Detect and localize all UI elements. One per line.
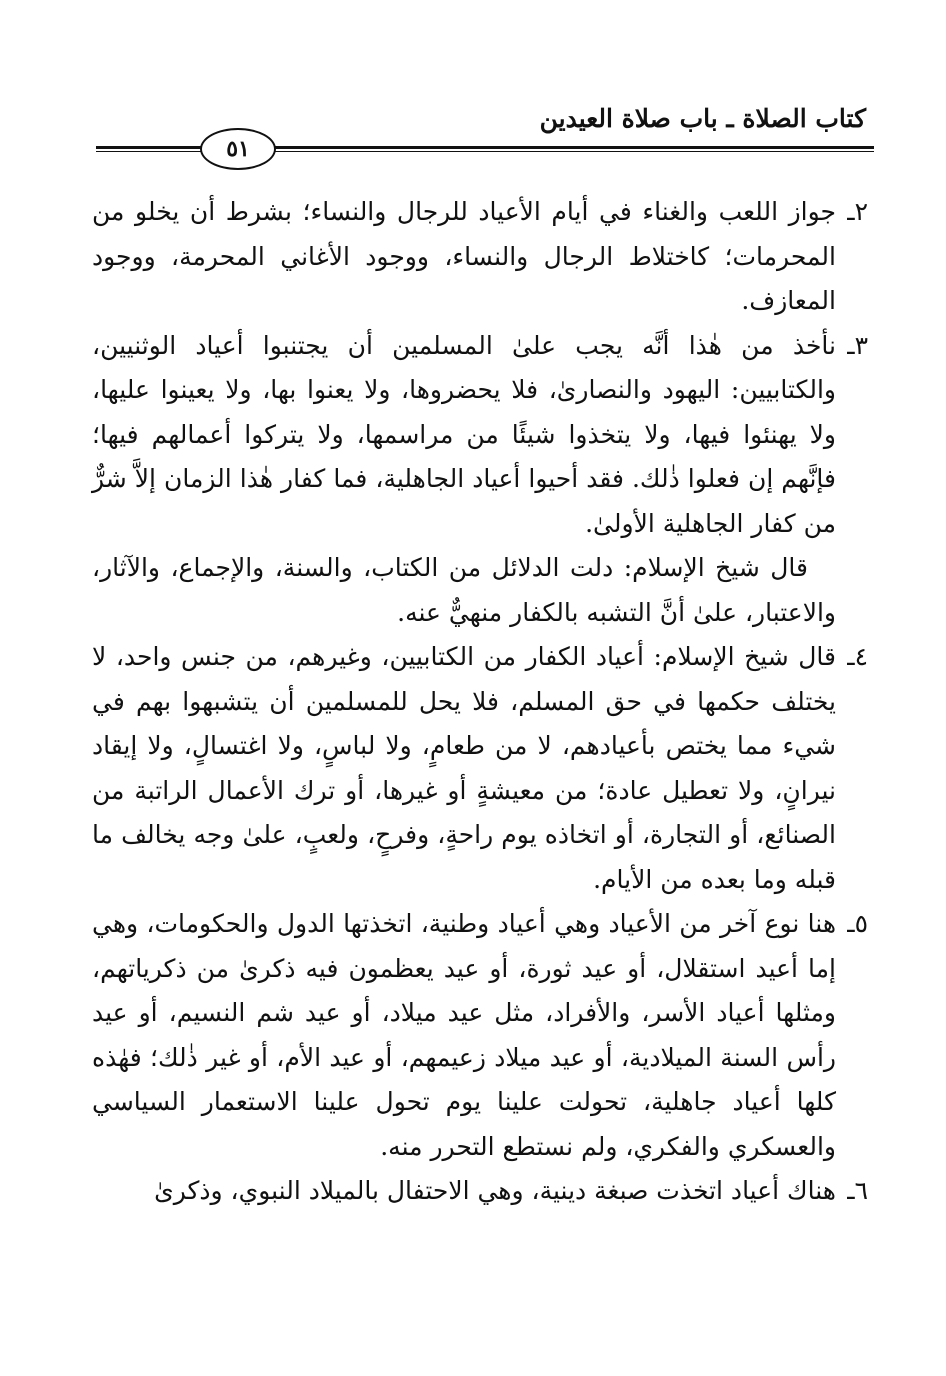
item-text: جواز اللعب والغناء في أيام الأعياد للرجال والنساء؛ بشرط أن يخلو من المحرمات؛ كاختلاط الرجال والنساء، ووجود الأغاني المحرمة، ووجود المعازف.	[92, 197, 836, 315]
item-text: نأخذ من هٰذا أنَّه يجب علىٰ المسلمين أن يجتنبوا أعياد الوثنيين، والكتابيين: اليهود والنصارىٰ، فلا يحضروها، ولا يعنوا بها، ولا يعينوا عليها، ولا يهنئوا فيها، ولا يتخذوا شيئًا من مراسمها، ولا يتركوا أعمالهم فيها؛ فإنَّهم إن فعلوا ذٰلك. فقد أحيوا أعياد الجاهلية، فما كفار هٰذا الزمان إلاَّ شرٌّ من كفار الجاهلية الأولىٰ.	[92, 330, 836, 538]
item-text: هناك أعياد اتخذت صبغة دينية، وهي الاحتفال بالميلاد النبوي، وذكرىٰ	[154, 1176, 836, 1205]
item-number: ٥ـ	[847, 909, 868, 938]
item-number: ٦ـ	[847, 1176, 868, 1205]
item-number: ٢ـ	[847, 197, 868, 226]
list-item-6	[92, 1169, 868, 1214]
running-header-title: كتاب الصلاة ـ باب صلاة العيدين	[539, 104, 866, 133]
quote-paragraph: قال شيخ الإسلام: دلت الدلائل من الكتاب، والسنة، والإجماع، والآثار، والاعتبار، علىٰ أنَّ التشبه بالكفار منهيٌّ عنه.	[92, 553, 836, 627]
page-number-badge: ٥١	[200, 128, 276, 170]
page-body	[92, 190, 868, 1214]
list-item-3	[92, 324, 868, 547]
item-number: ٤ـ	[847, 642, 868, 671]
list-item-5	[92, 902, 868, 1169]
list-item-2	[92, 190, 868, 324]
item-text: قال شيخ الإسلام: أعياد الكفار من الكتابيين، وغيرهم، من جنس واحد، لا يختلف حكمها في حق المسلم، فلا يحل للمسلمين أن يتشبهوا بهم في شيء مما يختص بأعيادهم، لا من طعامٍ، ولا لباسٍ، ولا اغتسالٍ، ولا إيقاد نيرانٍ، ولا تعطيل عادة؛ من معيشةٍ أو غيرها، أو ترك الأعمال الراتبة من الصنائع، أو التجارة، أو اتخاذه يوم راحةٍ، وفرحٍ، ولعبٍ، علىٰ وجه يخالف ما قبله وما بعده من الأيام.	[92, 642, 836, 894]
item-text: هنا نوع آخر من الأعياد وهي أعياد وطنية، اتخذتها الدول والحكومات، وهي إما أعيد استقلال، أو عيد ثورة، أو عيد يعظمون فيه ذكرىٰ من ذكرياتهم، ومثلها أعياد الأسر، والأفراد، مثل عيد ميلاد، أو عيد شم النسيم، أو عيد رأس السنة الميلادية، أو عيد ميلاد زعيمهم، أو عيد الأم، أو غير ذٰلك؛ فهٰذه كلها أعياد جاهلية، تحولت علينا يوم تحول علينا الاستعمار السياسي والعسكري والفكري، ولم نستطع التحرر منه.	[92, 909, 836, 1161]
header-rule-right	[272, 146, 874, 152]
item-number: ٣ـ	[847, 330, 868, 360]
list-item-4	[92, 635, 868, 902]
